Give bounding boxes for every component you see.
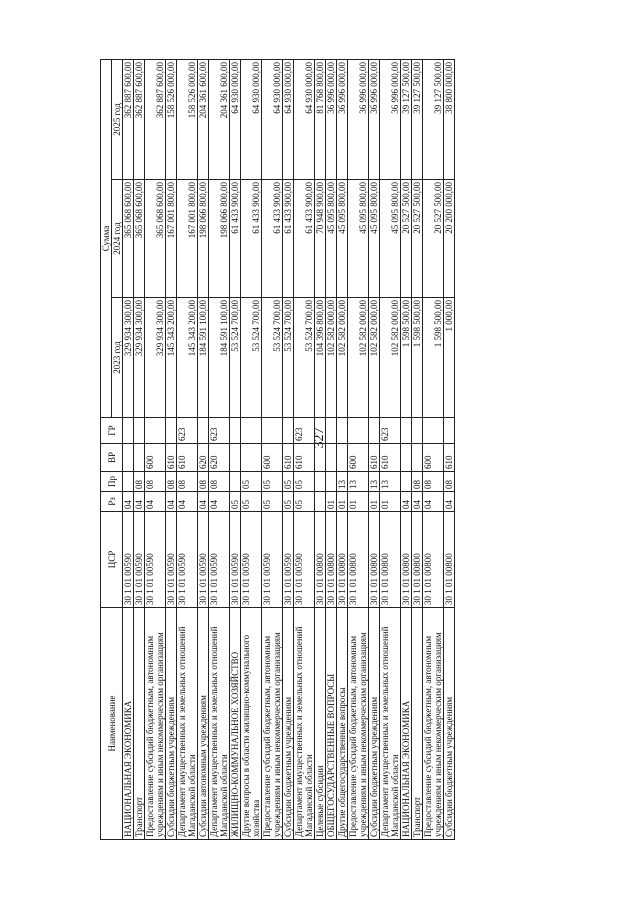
cell-name: Департамент имущественных и земельных отношений Магаданской области (294, 608, 315, 840)
cell-2023: 329 934 300,00 (145, 298, 166, 418)
cell-vr (134, 444, 145, 472)
table-row (369, 59, 380, 839)
cell-vr: 610 (444, 444, 455, 472)
cell-vr: 610 (166, 444, 177, 472)
cell-2023: 53 524 700,00 (241, 298, 262, 418)
cell-2025: 64 930 000,00 (283, 59, 294, 179)
cell-vr: 600 (423, 444, 444, 472)
header-2023: 2023 год (112, 298, 123, 418)
cell-2023: 53 524 700,00 (294, 298, 315, 418)
cell-gr (283, 418, 294, 444)
cell-2025: 36 996 000,00 (348, 59, 369, 179)
cell-rz: 05 (294, 492, 315, 512)
cell-pr (230, 472, 241, 492)
cell-2024: 365 068 600,00 (123, 180, 134, 298)
table-body (123, 59, 455, 839)
cell-2024: 20 527 500,00 (412, 180, 423, 298)
cell-2023: 1 598 500,00 (401, 298, 412, 418)
cell-pr: 08 (177, 472, 198, 492)
cell-gr (337, 418, 348, 444)
cell-vr (337, 444, 348, 472)
cell-2024: 45 095 800,00 (369, 180, 380, 298)
cell-vr (326, 444, 337, 472)
budget-table-container (100, 60, 580, 840)
table-row (423, 59, 444, 839)
cell-2024: 61 433 900,00 (294, 180, 315, 298)
cell-gr (401, 418, 412, 444)
cell-name: Субсидии бюджетным учреждениям (283, 608, 294, 840)
cell-name: Департамент имущественных и земельных отношений Магаданской области (177, 608, 198, 840)
cell-2024: 61 433 900,00 (283, 180, 294, 298)
cell-2025: 204 361 600,00 (198, 59, 209, 179)
cell-csr: 30 1 01 00590 (177, 512, 198, 608)
cell-csr: 30 1 01 00590 (198, 512, 209, 608)
cell-csr: 30 1 01 00800 (315, 512, 326, 608)
cell-rz: 01 (348, 492, 369, 512)
table-row (166, 59, 177, 839)
cell-pr (123, 472, 134, 492)
cell-csr: 30 1 01 00800 (348, 512, 369, 608)
cell-csr: 30 1 01 00590 (283, 512, 294, 608)
cell-name: Департамент имущественных и земельных отношений Магаданской области (380, 608, 401, 840)
cell-2024: 45 095 800,00 (348, 180, 369, 298)
cell-rz: 01 (369, 492, 380, 512)
cell-2023: 145 343 200,00 (166, 298, 177, 418)
table-row (230, 59, 241, 839)
cell-2024: 198 066 800,00 (209, 180, 230, 298)
cell-vr (123, 444, 134, 472)
table-row (177, 59, 198, 839)
cell-2025: 64 930 000,00 (262, 59, 283, 179)
cell-pr: 13 (337, 472, 348, 492)
cell-name: ОБЩЕГОСУДАРСТВЕННЫЕ ВОПРОСЫ (326, 608, 337, 840)
table-row (401, 59, 412, 839)
cell-rz: 05 (283, 492, 294, 512)
cell-2023: 102 582 000,00 (348, 298, 369, 418)
cell-2024: 61 433 900,00 (262, 180, 283, 298)
cell-2023: 329 934 300,00 (134, 298, 145, 418)
cell-csr: 30 1 01 00590 (230, 512, 241, 608)
cell-pr: 08 (198, 472, 209, 492)
cell-2025: 204 361 600,00 (209, 59, 230, 179)
cell-2024: 61 433 900,00 (241, 180, 262, 298)
cell-2024: 70 948 900,00 (315, 180, 326, 298)
table-row (294, 59, 315, 839)
cell-2023: 184 591 100,00 (209, 298, 230, 418)
cell-2023: 1 598 500,00 (423, 298, 444, 418)
cell-csr: 30 1 01 00800 (423, 512, 444, 608)
cell-vr: 620 (209, 444, 230, 472)
cell-2023: 184 591 100,00 (198, 298, 209, 418)
cell-2025: 64 930 000,00 (230, 59, 241, 179)
cell-name: Субсидии бюджетным учреждениям (166, 608, 177, 840)
cell-gr (241, 418, 262, 444)
table-row (123, 59, 134, 839)
cell-gr (198, 418, 209, 444)
cell-2025: 362 887 600,00 (145, 59, 166, 179)
cell-pr: 08 (423, 472, 444, 492)
cell-rz: 04 (166, 492, 177, 512)
cell-pr: 08 (444, 472, 455, 492)
cell-name: Субсидии бюджетным учреждениям (369, 608, 380, 840)
cell-gr (315, 418, 326, 444)
cell-gr (262, 418, 283, 444)
header-row-1 (101, 59, 112, 839)
header-gr: ГР (101, 418, 123, 444)
cell-2023: 53 524 700,00 (262, 298, 283, 418)
cell-name: Транспорт (412, 608, 423, 840)
cell-vr (401, 444, 412, 472)
cell-csr: 30 1 01 00800 (401, 512, 412, 608)
cell-pr: 05 (294, 472, 315, 492)
cell-csr: 30 1 01 00590 (166, 512, 177, 608)
table-row (412, 59, 423, 839)
cell-2023: 329 934 300,00 (123, 298, 134, 418)
cell-name: Субсидии автономным учреждениям (198, 608, 209, 840)
cell-vr (315, 444, 326, 472)
cell-vr: 610 (177, 444, 198, 472)
cell-gr (423, 418, 444, 444)
cell-gr (134, 418, 145, 444)
cell-vr: 600 (348, 444, 369, 472)
cell-csr: 30 1 01 00800 (337, 512, 348, 608)
cell-name: Транспорт (134, 608, 145, 840)
cell-gr: 623 (294, 418, 315, 444)
header-name: Наименование (101, 608, 123, 840)
cell-gr (326, 418, 337, 444)
cell-name: Предоставление субсидий бюджетным, автономным учреждениям и иным некоммерческим организациям (423, 608, 444, 840)
cell-rz: 04 (423, 492, 444, 512)
cell-rz: 05 (262, 492, 283, 512)
cell-pr: 13 (380, 472, 401, 492)
cell-vr: 610 (380, 444, 401, 472)
cell-csr: 30 1 01 00590 (145, 512, 166, 608)
cell-2025: 362 887 600,00 (123, 59, 134, 179)
cell-vr (241, 444, 262, 472)
cell-name: Предоставление субсидий бюджетным, автономным учреждениям и иным некоммерческим организациям (262, 608, 283, 840)
cell-2024: 198 066 800,00 (198, 180, 209, 298)
table-row (283, 59, 294, 839)
cell-name: Целевые субсидии (315, 608, 326, 840)
cell-vr: 600 (262, 444, 283, 472)
cell-2025: 64 930 000,00 (294, 59, 315, 179)
cell-2023: 53 524 700,00 (230, 298, 241, 418)
cell-rz: 04 (198, 492, 209, 512)
cell-pr: 08 (209, 472, 230, 492)
cell-2023: 1 598 500,00 (412, 298, 423, 418)
cell-2025: 64 930 000,00 (241, 59, 262, 179)
cell-csr: 30 1 01 00800 (380, 512, 401, 608)
cell-pr: 05 (262, 472, 283, 492)
cell-rz: 01 (326, 492, 337, 512)
cell-2025: 362 887 600,00 (134, 59, 145, 179)
table-row (241, 59, 262, 839)
cell-pr: 05 (241, 472, 262, 492)
cell-gr (412, 418, 423, 444)
cell-pr: 08 (134, 472, 145, 492)
cell-csr: 30 1 01 00800 (412, 512, 423, 608)
cell-pr: 05 (283, 472, 294, 492)
cell-pr (315, 472, 326, 492)
cell-pr: 08 (145, 472, 166, 492)
cell-name: ЖИЛИЩНО-КОММУНАЛЬНОЕ ХОЗЯЙСТВО (230, 608, 241, 840)
cell-2025: 81 768 800,00 (315, 59, 326, 179)
cell-vr: 620 (198, 444, 209, 472)
cell-rz: 04 (134, 492, 145, 512)
cell-name: Субсидии бюджетным учреждениям (444, 608, 455, 840)
cell-2023: 53 524 700,00 (283, 298, 294, 418)
cell-2024: 20 527 500,00 (423, 180, 444, 298)
cell-name: Другие общегосударственные вопросы (337, 608, 348, 840)
cell-gr (145, 418, 166, 444)
cell-2023: 102 582 000,00 (369, 298, 380, 418)
cell-vr: 610 (294, 444, 315, 472)
cell-rz: 05 (241, 492, 262, 512)
cell-vr (412, 444, 423, 472)
cell-name: Предоставление субсидий бюджетным, автономным учреждениям и иным некоммерческим организациям (348, 608, 369, 840)
cell-gr: 623 (209, 418, 230, 444)
cell-rz: 04 (412, 492, 423, 512)
cell-rz: 04 (145, 492, 166, 512)
cell-2024: 365 068 600,00 (145, 180, 166, 298)
cell-pr: 08 (166, 472, 177, 492)
cell-2024: 20 527 500,00 (401, 180, 412, 298)
cell-2024: 45 095 800,00 (337, 180, 348, 298)
cell-csr: 30 1 01 00590 (294, 512, 315, 608)
cell-csr: 30 1 01 00590 (241, 512, 262, 608)
cell-rz: 04 (177, 492, 198, 512)
cell-2025: 39 127 500,00 (401, 59, 412, 179)
cell-pr: 13 (348, 472, 369, 492)
cell-2025: 158 526 000,00 (177, 59, 198, 179)
cell-name: Другие вопросы в области жилищно-коммунального хозяйства (241, 608, 262, 840)
cell-rz: 04 (123, 492, 134, 512)
cell-name: Департамент имущественных и земельных отношений Магаданской области (209, 608, 230, 840)
cell-csr: 30 1 01 00800 (444, 512, 455, 608)
header-rz: Рз (101, 492, 123, 512)
cell-2025: 36 996 000,00 (369, 59, 380, 179)
cell-rz: 04 (444, 492, 455, 512)
table-row (134, 59, 145, 839)
cell-2024: 20 200 000,00 (444, 180, 455, 298)
cell-gr: 623 (380, 418, 401, 444)
cell-gr (444, 418, 455, 444)
cell-2025: 158 526 000,00 (166, 59, 177, 179)
cell-gr (123, 418, 134, 444)
header-2024: 2024 год (112, 180, 123, 298)
cell-vr (230, 444, 241, 472)
cell-pr: 08 (412, 472, 423, 492)
cell-2025: 39 127 500,00 (423, 59, 444, 179)
cell-csr: 30 1 01 00800 (326, 512, 337, 608)
cell-csr: 30 1 01 00590 (123, 512, 134, 608)
cell-pr: 13 (369, 472, 380, 492)
cell-pr (326, 472, 337, 492)
table-row (198, 59, 209, 839)
cell-2024: 167 001 800,00 (166, 180, 177, 298)
cell-2023: 102 582 000,00 (337, 298, 348, 418)
table-row (326, 59, 337, 839)
cell-vr: 600 (145, 444, 166, 472)
cell-2025: 39 127 500,00 (412, 59, 423, 179)
cell-rz: 01 (337, 492, 348, 512)
cell-name: НАЦИОНАЛЬНАЯ ЭКОНОМИКА (123, 608, 134, 840)
cell-2024: 167 001 800,00 (177, 180, 198, 298)
cell-pr (401, 472, 412, 492)
cell-rz: 04 (209, 492, 230, 512)
cell-2025: 38 800 000,00 (444, 59, 455, 179)
cell-2023: 102 582 000,00 (380, 298, 401, 418)
cell-name: НАЦИОНАЛЬНАЯ ЭКОНОМИКА (401, 608, 412, 840)
cell-rz (315, 492, 326, 512)
cell-2023: 145 343 200,00 (177, 298, 198, 418)
cell-rz: 01 (380, 492, 401, 512)
cell-csr: 30 1 01 00590 (262, 512, 283, 608)
cell-2025: 36 996 000,00 (337, 59, 348, 179)
header-2025: 2025 год (112, 59, 123, 179)
table-row (337, 59, 348, 839)
cell-2025: 36 996 000,00 (380, 59, 401, 179)
table-row (262, 59, 283, 839)
cell-gr (369, 418, 380, 444)
cell-2023: 1 000,00 (444, 298, 455, 418)
header-vr: ВР (101, 444, 123, 472)
cell-2023: 104 396 800,00 (315, 298, 326, 418)
header-csr: ЦСР (101, 512, 123, 608)
cell-2023: 102 582 000,00 (326, 298, 337, 418)
header-sum: Сумма (101, 59, 112, 417)
cell-csr: 30 1 01 00590 (134, 512, 145, 608)
cell-2024: 45 095 800,00 (326, 180, 337, 298)
cell-csr: 30 1 01 00800 (369, 512, 380, 608)
cell-csr: 30 1 01 00590 (209, 512, 230, 608)
cell-2025: 36 996 000,00 (326, 59, 337, 179)
table-row (444, 59, 455, 839)
table-row (209, 59, 230, 839)
cell-2024: 365 068 600,00 (134, 180, 145, 298)
cell-gr (166, 418, 177, 444)
header-pr: Пр (101, 472, 123, 492)
cell-rz: 04 (401, 492, 412, 512)
cell-vr: 610 (369, 444, 380, 472)
table-row (348, 59, 369, 839)
budget-table (100, 59, 455, 840)
cell-gr (230, 418, 241, 444)
table-row (380, 59, 401, 839)
cell-2024: 45 095 800,00 (380, 180, 401, 298)
cell-name: Предоставление субсидий бюджетным, автономным учреждениям и иным некоммерческим организациям (145, 608, 166, 840)
page-number: 327 (312, 427, 327, 449)
cell-2024: 61 433 900,00 (230, 180, 241, 298)
table-row (145, 59, 166, 839)
cell-vr: 610 (283, 444, 294, 472)
cell-rz: 05 (230, 492, 241, 512)
cell-gr (348, 418, 369, 444)
cell-gr: 623 (177, 418, 198, 444)
table-row (315, 59, 326, 839)
